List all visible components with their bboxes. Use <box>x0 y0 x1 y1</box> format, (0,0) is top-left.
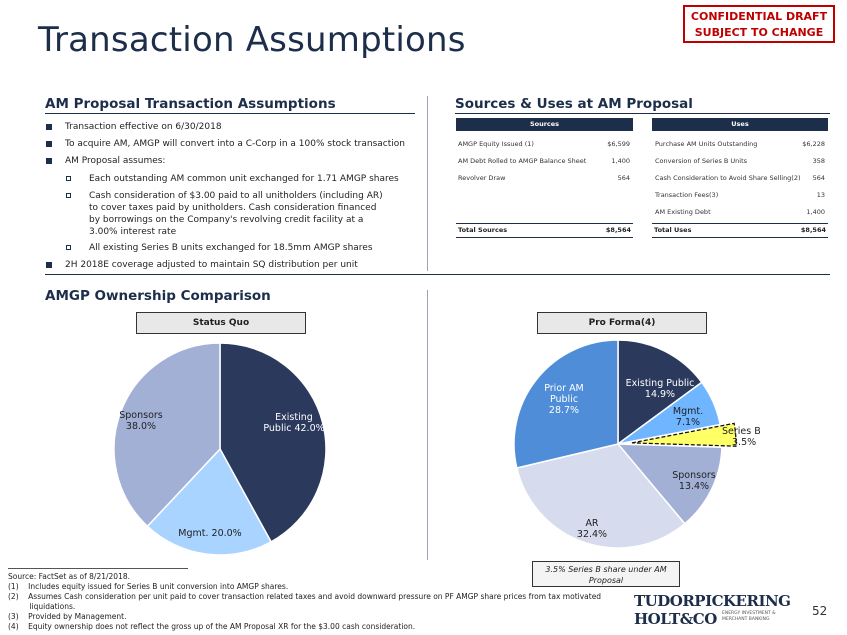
pf-label-sponsors <box>664 470 724 492</box>
bullet-text: Transaction effective on 6/30/2018 <box>65 122 222 132</box>
total-uses-label: Total Uses <box>654 226 692 234</box>
pie-label-existing-public <box>246 412 342 434</box>
page-number: 52 <box>812 604 828 618</box>
pro-forma-pie <box>514 340 736 548</box>
footnote: (2) Assumes Cash consideration per unit paid to cover transaction related taxes and avoid downward pressure on PF AMGP share prices from tax motivated <box>8 592 602 601</box>
footnote: Source: FactSet as of 8/21/2018. <box>8 572 130 581</box>
sub-bullet-text: Cash consideration of $3.00 paid to all unitholders (including AR) to cover taxes paid by unitholders. Cash consideration financed by borrowings on the Company's revolving credit facility at a 3.00% interest rate <box>89 191 383 237</box>
uses-row-label: Cash Consideration to Avoid Share Selling(2) <box>655 174 801 182</box>
pie-label-text: AR <box>585 518 599 529</box>
logo-tagline-1: ENERGY INVESTMENT & <box>722 611 776 616</box>
logo-tagline <box>722 611 776 623</box>
pf-label-existing-public <box>620 378 700 400</box>
sources-row-label: AM Debt Rolled to AMGP Balance Sheet <box>458 157 587 165</box>
sources-row-value: 564 <box>617 174 630 182</box>
pie-label-text: Sponsors <box>119 410 163 421</box>
pie-label-mgmt: Mgmt. 20.0% <box>178 528 242 539</box>
uses-row-value: 13 <box>816 191 825 199</box>
uses-row-label: Transaction Fees(3) <box>655 191 719 199</box>
pie-label-text: Public 42.0% <box>263 423 325 434</box>
total-sources-value: $8,564 <box>605 226 631 234</box>
series-b-callout: 3.5% Series B share under AM Proposal <box>532 561 680 587</box>
uses-row-value: 564 <box>812 174 825 182</box>
sources-row-label: AMGP Equity Issued (1) <box>458 140 534 148</box>
sources-row-value: 1,400 <box>611 157 630 165</box>
pie-label-text: Sponsors <box>672 470 716 481</box>
pf-label-ar <box>567 518 617 540</box>
pf-label-prior-am-public <box>534 383 594 416</box>
pie-label-text: Mgmt. <box>672 406 704 417</box>
footnote: (4) Equity ownership does not reflect the gross up of the AM Proposal XR for the $3.00 cash consideration. <box>8 622 416 631</box>
footnote: (3) Provided by Management. <box>8 612 127 621</box>
footnote: liquidations. <box>8 602 76 611</box>
left-section-heading: AM Proposal Transaction Assumptions <box>45 96 336 112</box>
confidential-line-1: CONFIDENTIAL DRAFT <box>690 10 828 23</box>
pie-label-text: 32.4% <box>576 529 608 540</box>
pf-label-series-b <box>722 426 768 448</box>
pie-label-text: 38.0% <box>125 421 157 432</box>
logo-line-2: HOLT&CO <box>634 610 717 628</box>
pie-label-text: Prior AM <box>544 383 584 394</box>
sources-row-value: $6,599 <box>607 140 630 148</box>
pie-label-text: Series B <box>722 426 761 437</box>
pie-label-text: 14.9% <box>644 389 676 400</box>
ownership-heading: AMGP Ownership Comparison <box>45 288 271 304</box>
logo-tagline-2: MERCHANT BANKING <box>722 617 770 622</box>
footnote: (1) Includes equity issued for Series B unit conversion into AMGP shares. <box>8 582 289 591</box>
bullet-text: To acquire AM, AMGP will convert into a C-Corp in a 100% stock transaction <box>65 139 405 149</box>
pie-label-text: 28.7% <box>548 405 580 416</box>
uses-row-label: Conversion of Series B Units <box>655 157 748 165</box>
bullet-text: 2H 2018E coverage adjusted to maintain SQ distribution per unit <box>65 260 358 270</box>
status-quo-label: Status Quo <box>136 312 306 334</box>
sub-bullet-text: All existing Series B units exchanged for 18.5mm AMGP shares <box>89 243 373 253</box>
company-logo <box>634 593 789 627</box>
pie-label-text: 7.1% <box>675 417 701 428</box>
uses-header: Uses <box>652 118 828 131</box>
pie-label-text: Existing <box>275 412 313 423</box>
status-quo-pie <box>114 343 326 555</box>
pro-forma-label: Pro Forma(4) <box>537 312 707 334</box>
sources-row-label: Revolver Draw <box>458 174 506 182</box>
total-uses-value: $8,564 <box>800 226 826 234</box>
uses-row-value: $6,228 <box>802 140 825 148</box>
sub-bullet-text: Each outstanding AM common unit exchanged for 1.71 AMGP shares <box>89 174 399 184</box>
footnote-rule <box>8 568 188 569</box>
uses-row-value: 358 <box>812 157 825 165</box>
pie-label-text: Public <box>549 394 579 405</box>
logo-row-2 <box>634 609 789 627</box>
confidential-line-2: SUBJECT TO CHANGE <box>694 26 824 39</box>
uses-row-value: 1,400 <box>806 208 825 216</box>
logo-line-1: TUDORPICKERING <box>634 592 791 610</box>
pie-label-text: 13.4% <box>678 481 710 492</box>
sources-uses-heading: Sources & Uses at AM Proposal <box>455 96 693 112</box>
page-title: Transaction Assumptions <box>38 20 466 60</box>
bullet-text: AM Proposal assumes: <box>65 156 166 166</box>
uses-row-label: AM Existing Debt <box>655 208 711 216</box>
uses-row-label: Purchase AM Units Outstanding <box>655 140 758 148</box>
pie-label-sponsors <box>108 410 174 432</box>
total-sources-label: Total Sources <box>458 226 508 234</box>
sources-header: Sources <box>456 118 633 131</box>
pf-label-mgmt <box>666 406 710 428</box>
pie-label-text: Existing Public <box>625 378 695 389</box>
pie-label-text: 3.5% <box>732 437 757 448</box>
